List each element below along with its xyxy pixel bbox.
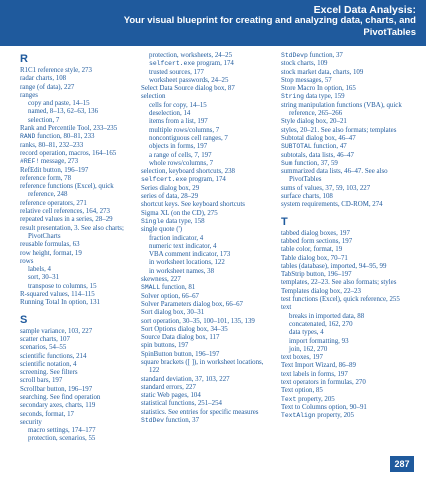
index-entry: Solver Parameters dialog box, 66–67 <box>141 300 244 308</box>
index-entry: TabStrip button, 196–197 <box>281 271 352 279</box>
index-entry: shortcut keys. See keyboard shortcuts <box>141 201 245 209</box>
code-term: SUBTOTAL <box>281 143 312 151</box>
entry-pages: program, 174 <box>195 60 234 68</box>
index-subentry: in worksheet names, 38 <box>149 267 215 275</box>
index-subentry: deselection, 14 <box>149 110 191 118</box>
index-entry <box>20 133 136 141</box>
index-entry: Store Macro In option, 165 <box>281 85 356 93</box>
index-entry: rows <box>20 257 34 265</box>
code-term: SMALL <box>141 284 161 292</box>
index-entry: record operation, macros, 164–165 <box>20 149 117 157</box>
book-title: Excel Data Analysis: <box>313 4 416 16</box>
index-subentry: VBA comment indicator, 173 <box>149 251 231 259</box>
index-entry: styles, 20–21. See also formats; templates <box>281 126 397 134</box>
index-entry: Sigma XL (on the CD), 275 <box>141 209 218 217</box>
index-section-letter: T <box>281 215 288 228</box>
index-entry: stock charts, 109 <box>281 60 328 68</box>
index-subentry: protection, scenarios, 55 <box>28 435 96 443</box>
index-subentry: fraction indicator, 4 <box>149 234 204 242</box>
code-term: String <box>281 93 305 101</box>
index-subentry: data types, 4 <box>289 329 324 337</box>
index-entry: test functions (Excel), quick reference, 255 <box>281 296 400 304</box>
index-entry: Solver option, 66–67 <box>141 292 199 300</box>
index-entry: Templates dialog box, 22–23 <box>281 287 361 295</box>
index-entry <box>141 284 274 292</box>
index-entry <box>281 52 421 60</box>
entry-pages: function, 47 <box>311 143 347 151</box>
entry-pages: function, 81 <box>160 284 196 292</box>
index-entry: Text to Columns option, 90–91 <box>281 403 367 411</box>
index-column-2 <box>141 52 274 425</box>
index-entry: ranges <box>20 91 38 99</box>
index-subentry: noncontiguous cell ranges, 7 <box>149 134 228 142</box>
index-entry: Style dialog box, 20–21 <box>281 118 347 126</box>
index-entry: Text option, 85 <box>281 387 323 395</box>
index-entry: tabbed form sections, 197 <box>281 237 353 245</box>
index-subentry: sort, 30–31 <box>28 274 60 282</box>
index-entry: relative cell references, 164, 273 <box>20 208 110 216</box>
index-entry: tabbed dialog boxes, 197 <box>281 229 350 237</box>
index-entry: subtotals, data lists, 46–47 <box>281 151 354 159</box>
index-entry <box>281 143 421 151</box>
index-entry: summarized data lists, 46–47. See also PivotTables <box>281 168 388 184</box>
index-subentry: concatenated, 162, 270 <box>289 320 353 328</box>
index-entry: Subtotal dialog box, 46–47 <box>281 134 356 142</box>
index-subentry: named, 8–13, 62–63, 136 <box>28 108 99 116</box>
index-entry: scenarios, 54–55 <box>20 344 67 352</box>
index-subentry: labels, 4 <box>28 266 51 274</box>
index-entry: ranks, 80–81, 232–233 <box>20 141 84 149</box>
index-entry: single quote (') <box>141 226 183 234</box>
index-entry: system requirements, CD-ROM, 274 <box>281 201 383 209</box>
index-section-letter: R <box>20 53 28 65</box>
index-section-letter: S <box>20 313 28 326</box>
index-subentry: join, 162, 270 <box>289 345 328 353</box>
index-entry: scientific functions, 214 <box>20 352 87 360</box>
index-entry: standard errors, 227 <box>141 383 196 391</box>
index-entry: selection, keyboard shortcuts, 238 <box>141 168 235 176</box>
code-term: Single <box>141 217 165 225</box>
index-entry: secondary axes, charts, 119 <box>20 402 96 410</box>
code-term: StdDev <box>141 417 165 425</box>
index-entry: surface charts, 108 <box>281 193 333 201</box>
code-term: selfcert.exe <box>149 60 196 68</box>
section-gap <box>20 308 136 313</box>
index-entry: reusable formulas, 63 <box>20 241 80 249</box>
index-subentry: worksheet passwords, 24–25 <box>149 76 229 84</box>
entry-pages: function, 37, 59 <box>292 159 338 167</box>
index-entry: Source Data dialog box, 117 <box>141 334 220 342</box>
index-entry: Rank and Percentile Tool, 233–235 <box>20 125 118 133</box>
book-subtitle: Your visual blueprint for creating and analyzing data, charts, and PivotTables <box>123 15 416 38</box>
index-column-1 <box>20 52 136 444</box>
index-subentry: copy and paste, 14–15 <box>28 100 90 108</box>
index-entry: sample variance, 103, 227 <box>20 327 93 335</box>
index-entry: templates, 22–23. See also formats; styles <box>281 279 397 287</box>
index-entry: Table dialog box, 70–71 <box>281 254 348 262</box>
index-entry: searching. See find operation <box>20 393 101 401</box>
entry-pages: property, 205 <box>296 395 335 403</box>
index-entry <box>20 158 136 166</box>
code-term: #REF! <box>20 158 40 166</box>
index-entry: scroll bars, 197 <box>20 377 63 385</box>
index-entry: text boxes, 197 <box>281 354 323 362</box>
index-entry: string manipulation functions (VBA), quick reference, 265–266 <box>281 101 402 118</box>
index-subentry: transpose to columns, 15 <box>28 282 97 290</box>
index-entry: square brackets ([ ]), in worksheet locations, 122 <box>141 358 264 375</box>
section-gap <box>281 210 421 215</box>
index-subentry: cells for copy, 14–15 <box>149 101 207 109</box>
index-entry: range (of data), 227 <box>20 83 75 91</box>
index-entry: statistical functions, 251–254 <box>141 400 222 408</box>
index-subentry: trusted sources, 177 <box>149 68 204 76</box>
index-subentry: numeric text indicator, 4 <box>149 242 217 250</box>
index-entry: RefEdit button, 196–197 <box>20 166 89 174</box>
entry-pages: function, 37 <box>164 417 200 425</box>
entry-pages: data type, 159 <box>304 93 345 101</box>
code-term: TextAlign <box>281 412 316 420</box>
index-subentry: whole rows/columns, 7 <box>149 159 214 167</box>
index-entry: reference operators, 271 <box>20 199 87 207</box>
index-entry: screening. See filters <box>20 369 78 377</box>
index-entry: seconds, format, 17 <box>20 410 74 418</box>
code-term: RAND <box>20 133 36 141</box>
index-entry: security <box>20 418 42 426</box>
index-subentry: import formatting, 93 <box>289 337 349 345</box>
index-entry: standard deviation, 37, 103, 227 <box>141 375 230 383</box>
index-column-3 <box>281 52 421 420</box>
code-term: selfcert.exe <box>141 176 188 184</box>
index-entry: Select Data Source dialog box, 87 <box>141 85 235 93</box>
index-subentry: selection, 7 <box>28 116 60 124</box>
index-entry: row height, format, 19 <box>20 249 82 257</box>
index-entry: text labels in forms, 197 <box>281 370 348 378</box>
index-entry: reference form, 78 <box>20 174 72 182</box>
index-entry: repeated values in a series, 28–29 <box>20 216 113 224</box>
index-entry: result presentation, 3. See also charts; PivotCharts <box>20 224 124 240</box>
entry-pages: message, 273 <box>39 158 79 166</box>
index-entry: Scrollbar button, 196–197 <box>20 385 93 393</box>
index-entry: Stop messages, 57 <box>281 76 332 84</box>
code-term: Sum <box>281 159 293 167</box>
entry-pages: function, 37 <box>307 52 343 59</box>
index-entry: radar charts, 108 <box>20 75 67 83</box>
index-entry: statistics. See entries for specific measures <box>141 408 259 416</box>
index-entry: Sort dialog box, 30–31 <box>141 309 205 317</box>
index-entry <box>281 412 421 420</box>
index-entry: scientific notation, 4 <box>20 360 77 368</box>
index-entry: scatter charts, 107 <box>20 335 70 343</box>
index-entry <box>141 176 274 184</box>
index-entry <box>281 93 421 101</box>
index-entry <box>141 218 274 226</box>
index-entry: series of data, 28–29 <box>141 193 199 201</box>
entry-pages: program, 174 <box>187 176 226 184</box>
index-entry: sort operation, 30–35, 100–101, 135, 139 <box>141 317 255 325</box>
index-subentry: protection, worksheets, 24–25 <box>149 52 233 59</box>
index-entry: sums of values, 37, 59, 103, 227 <box>281 184 371 192</box>
index-entry <box>281 160 421 168</box>
index-entry: R1C1 reference style, 273 <box>20 67 92 74</box>
book-title-banner <box>0 0 426 46</box>
index-subentry: in worksheet locations, 122 <box>149 259 225 267</box>
index-subentry: a range of cells, 7, 197 <box>149 151 212 159</box>
index-subentry: macro settings, 174–177 <box>28 427 96 435</box>
index-entry: selection <box>141 93 166 101</box>
index-entry: SpinButton button, 196–197 <box>141 350 220 358</box>
entry-pages: data type, 158 <box>164 217 205 225</box>
index-entry: tables (database), imported, 94–95, 99 <box>281 262 387 270</box>
index-entry: Series dialog box, 29 <box>141 184 200 192</box>
index-entry: stock market data, charts, 109 <box>281 68 364 76</box>
index-entry: reference functions (Excel), quick reference, 248 <box>20 183 114 199</box>
index-subentry: breaks in imported data, 88 <box>289 312 365 320</box>
index-entry: Sort Options dialog box, 34–35 <box>141 325 228 333</box>
code-term: Text <box>281 395 297 403</box>
index-entry: table color, format, 19 <box>281 246 343 254</box>
index-subentry: objects in forms, 197 <box>149 143 208 151</box>
index-entry: spin buttons, 197 <box>141 342 189 350</box>
index-entry: text operators in formulas, 270 <box>281 378 366 386</box>
index-entry: Text Import Wizard, 86–89 <box>281 362 356 370</box>
index-entry: Running Total In option, 131 <box>20 299 100 307</box>
code-term: StdDevp <box>281 52 308 59</box>
entry-pages: property, 205 <box>315 412 354 420</box>
page-number: 287 <box>390 456 414 472</box>
index-entry: R-squared values, 114–115 <box>20 291 95 299</box>
index-subentry: multiple rows/columns, 7 <box>149 126 220 134</box>
index-subentry: items from a list, 197 <box>149 118 208 126</box>
index-entry <box>141 417 274 425</box>
entry-pages: function, 80–81, 233 <box>35 133 95 141</box>
index-entry <box>281 396 421 404</box>
index-subentry <box>141 60 274 68</box>
index-entry: skewness, 227 <box>141 276 181 284</box>
index-entry: text <box>281 304 292 312</box>
index-entry: static Web pages, 104 <box>141 392 201 400</box>
